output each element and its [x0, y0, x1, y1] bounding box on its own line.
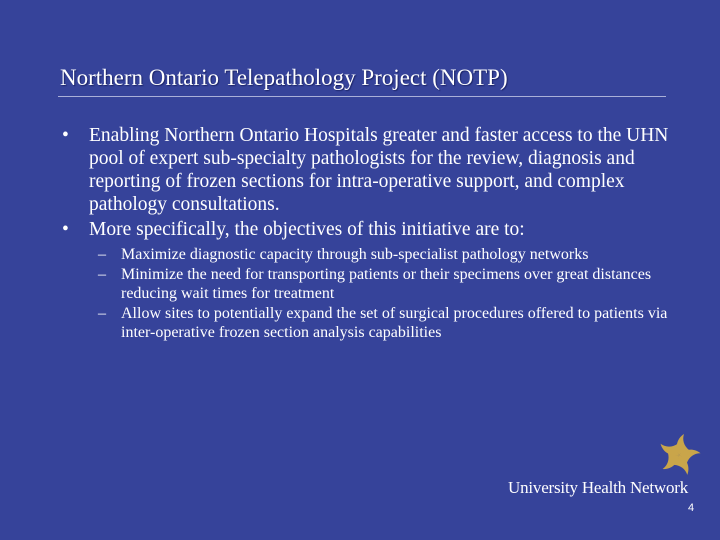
slide-title: Northern Ontario Telepathology Project (NOTP)	[60, 65, 508, 90]
bullet-item	[60, 124, 670, 216]
sub-bullet-item	[60, 304, 670, 342]
sub-bullet-text: Minimize the need for transporting patients or their specimens over great distances reducing wait times for treatment	[121, 266, 652, 302]
sub-bullet-marker: –	[98, 266, 106, 283]
sub-bullet-marker: –	[98, 305, 106, 322]
sub-bullet-item	[60, 245, 670, 264]
sub-bullet-marker: –	[98, 246, 106, 263]
page-number: 4	[688, 502, 695, 514]
bullet-marker: •	[62, 125, 69, 146]
sub-bullet-list	[60, 245, 670, 342]
logo-swirl	[658, 434, 702, 478]
uhn-logo-text: University Health Network	[508, 478, 689, 497]
uhn-logo-icon	[654, 430, 704, 480]
sub-bullet-text: Allow sites to potentially expand the set of surgical procedures offered to patients via inter-operative frozen section analysis capabilities	[121, 305, 668, 341]
bullet-marker: •	[62, 219, 69, 240]
bullet-list	[60, 124, 670, 343]
bullet-text: More specifically, the objectives of this initiative are to:	[89, 219, 525, 240]
title-divider	[58, 96, 666, 97]
bullet-item	[60, 218, 670, 241]
sub-bullet-item	[60, 265, 670, 303]
sub-bullet-text: Maximize diagnostic capacity through sub-specialist pathology networks	[121, 246, 589, 263]
bullet-text: Enabling Northern Ontario Hospitals greater and faster access to the UHN pool of expert sub-specialty pathologists for the review, diagnosis and reporting of frozen sections for intra-operative support, and complex pathology consultations.	[89, 125, 669, 215]
